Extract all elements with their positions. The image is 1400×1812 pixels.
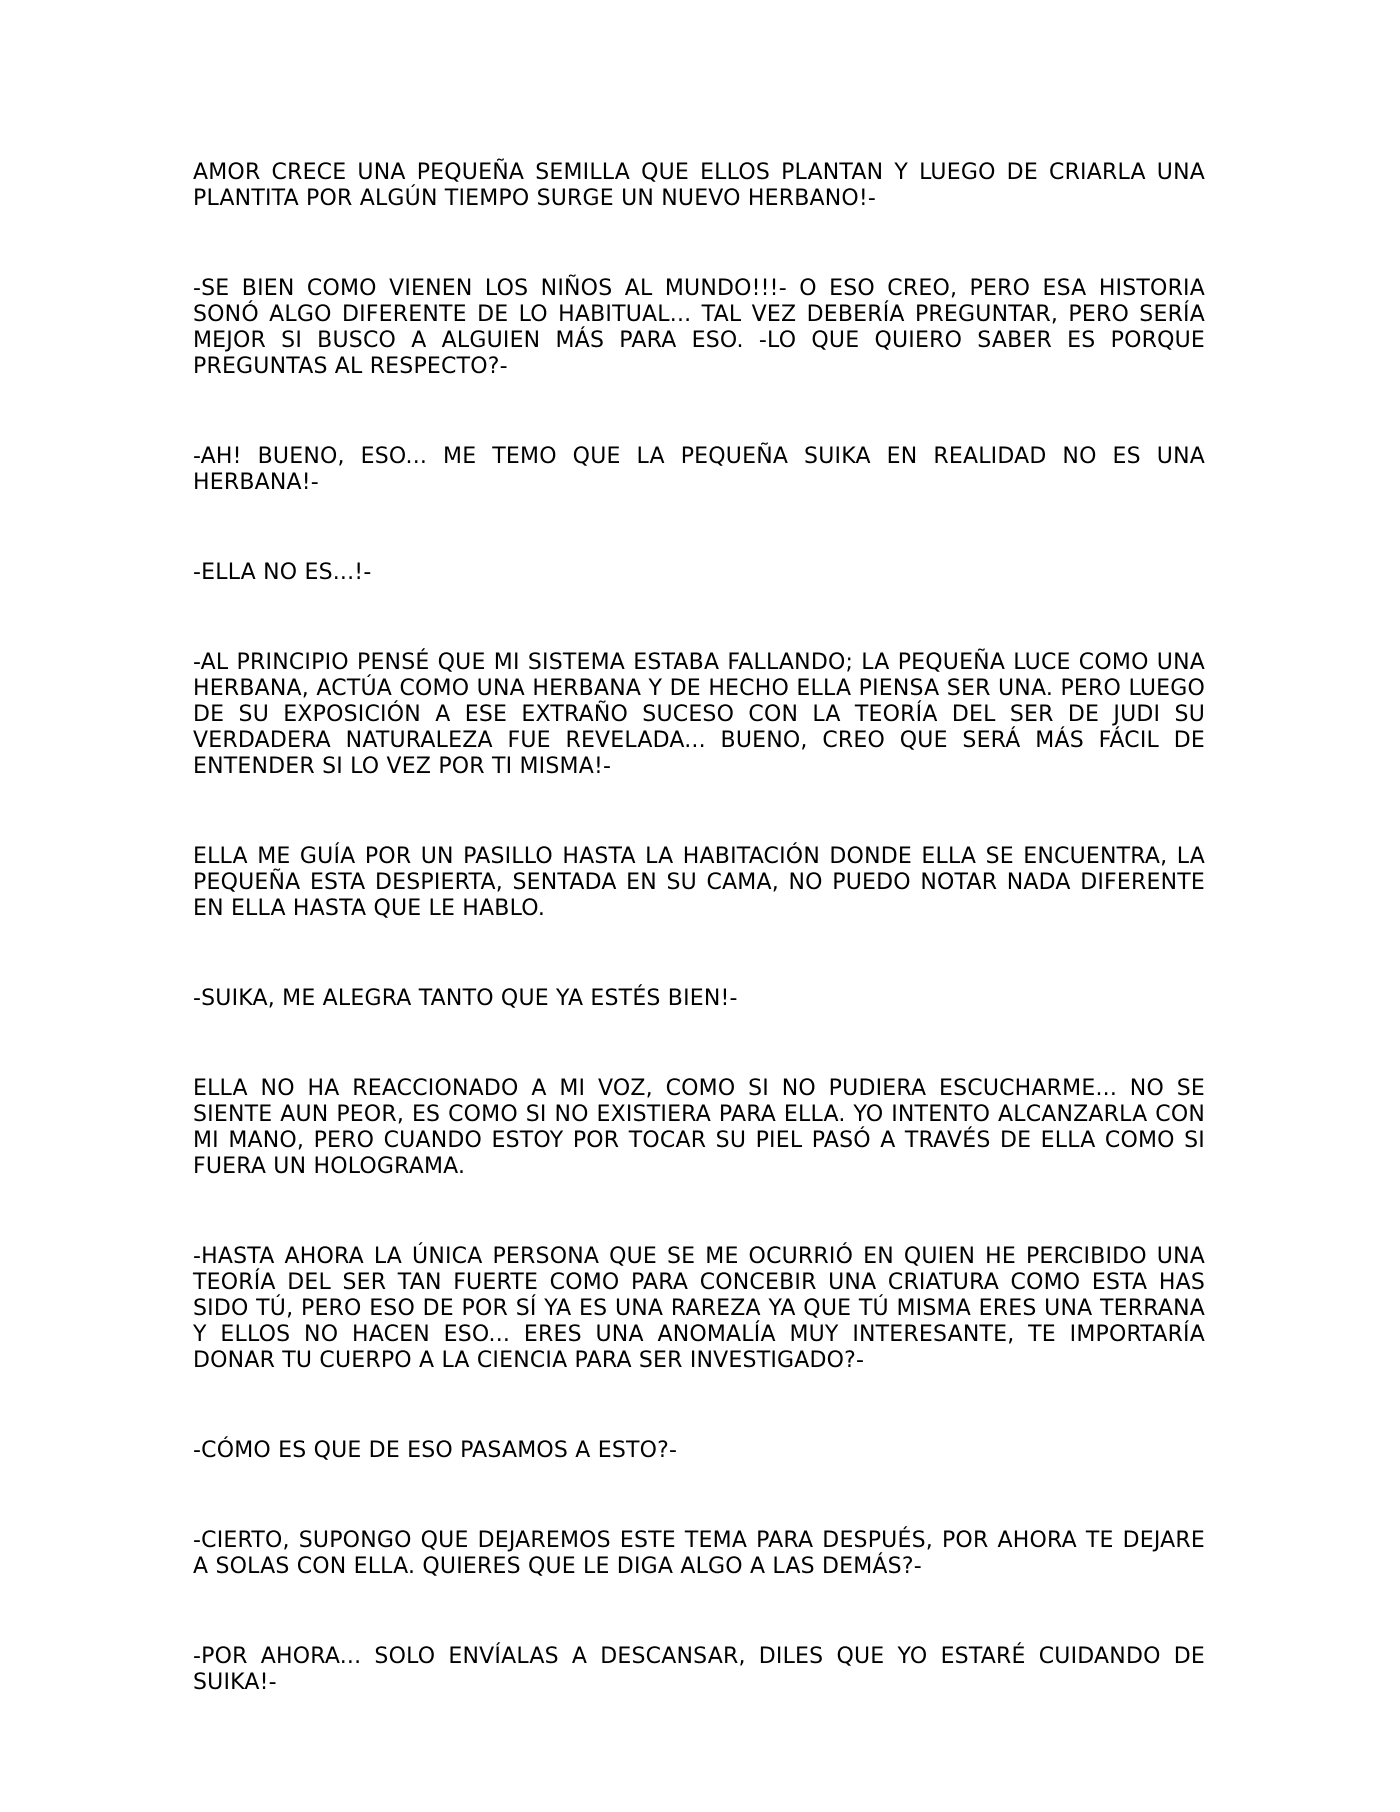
paragraph-5: -AL PRINCIPIO PENSÉ QUE MI SISTEMA ESTABA FALLANDO; LA PEQUEÑA LUCE COMO UNA HERBANA, ACTÚA COMO UNA HERBANA Y DE HECHO ELLA PIENSA SER UNA. PERO LUEGO DE SU EXPOSICIÓN A ESE EXTRAÑO SUCESO CON LA TEORÍA DEL SER DE JUDI SU VERDADERA NATURALEZA FUE REVELADA... BUENO, CREO QUE SERÁ MÁS FÁCIL DE ENTENDER SI LO VEZ POR TI MISMA!- xyxy=(193,650,1205,779)
text-column xyxy=(193,160,1205,1696)
paragraph-10: -CÓMO ES QUE DE ESO PASAMOS A ESTO?- xyxy=(193,1438,678,1463)
paragraph-9: -HASTA AHORA LA ÚNICA PERSONA QUE SE ME OCURRIÓ EN QUIEN HE PERCIBIDO UNA TEORÍA DEL SER TAN FUERTE COMO PARA CONCEBIR UNA CRIATURA COMO ESTA HAS SIDO TÚ, PERO ESO DE POR SÍ YA ES UNA RAREZA YA QUE TÚ MISMA ERES UNA TERRANA Y ELLOS NO HACEN ESO... ERES UNA ANOMALÍA MUY INTERESANTE, TE IMPORTARÍA DONAR TU CUERPO A LA CIENCIA PARA SER INVESTIGADO?- xyxy=(193,1244,1205,1373)
paragraph-1: AMOR CRECE UNA PEQUEÑA SEMILLA QUE ELLOS PLANTAN Y LUEGO DE CRIARLA UNA PLANTITA POR ALGÚN TIEMPO SURGE UN NUEVO HERBANO!- xyxy=(193,160,1205,211)
paragraph-12: -POR AHORA... SOLO ENVÍALAS A DESCANSAR, DILES QUE YO ESTARÉ CUIDANDO DE SUIKA!- xyxy=(193,1644,1205,1695)
paragraph-11: -CIERTO, SUPONGO QUE DEJAREMOS ESTE TEMA PARA DESPUÉS, POR AHORA TE DEJARE A SOLAS CON ELLA. QUIERES QUE LE DIGA ALGO A LAS DEMÁS?- xyxy=(193,1528,1205,1579)
paragraph-2: -SE BIEN COMO VIENEN LOS NIÑOS AL MUNDO!!!- O ESO CREO, PERO ESA HISTORIA SONÓ ALGO DIFERENTE DE LO HABITUAL... TAL VEZ DEBERÍA PREGUNTAR, PERO SERÍA MEJOR SI BUSCO A ALGUIEN MÁS PARA ESO. -LO QUE QUIERO SABER ES PORQUE PREGUNTAS AL RESPECTO?- xyxy=(193,276,1205,379)
paragraph-3: -AH! BUENO, ESO... ME TEMO QUE LA PEQUEÑA SUIKA EN REALIDAD NO ES UNA HERBANA!- xyxy=(193,444,1205,495)
paragraph-6: ELLA ME GUÍA POR UN PASILLO HASTA LA HABITACIÓN DONDE ELLA SE ENCUENTRA, LA PEQUEÑA ESTA DESPIERTA, SENTADA EN SU CAMA, NO PUEDO NOTAR NADA DIFERENTE EN ELLA HASTA QUE LE HABLO. xyxy=(193,844,1205,921)
paragraph-8: ELLA NO HA REACCIONADO A MI VOZ, COMO SI NO PUDIERA ESCUCHARME... NO SE SIENTE AUN PEOR, ES COMO SI NO EXISTIERA PARA ELLA. YO INTENTO ALCANZARLA CON MI MANO, PERO CUANDO ESTOY POR TOCAR SU PIEL PASÓ A TRAVÉS DE ELLA COMO SI FUERA UN HOLOGRAMA. xyxy=(193,1076,1205,1179)
paragraph-4: -ELLA NO ES...!- xyxy=(193,560,372,585)
paragraph-7: -SUIKA, ME ALEGRA TANTO QUE YA ESTÉS BIEN!- xyxy=(193,986,738,1011)
